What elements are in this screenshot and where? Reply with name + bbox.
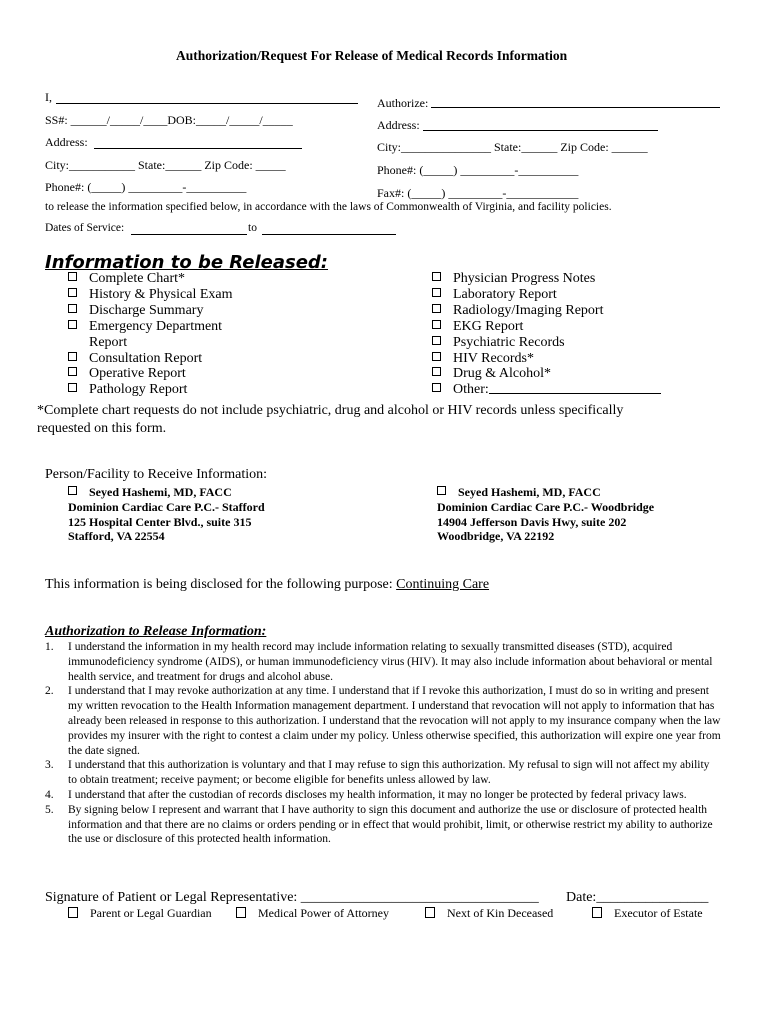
checkbox-icon xyxy=(432,383,441,392)
checkbox-drug-alcohol[interactable]: Drug & Alcohol* xyxy=(432,366,661,382)
auth-items-list xyxy=(45,640,721,847)
checkbox-icon xyxy=(68,383,77,392)
dates-from-field[interactable] xyxy=(131,234,247,235)
checkbox-icon xyxy=(425,907,435,918)
patient-city-state-zip-field[interactable]: City:___________ State:______ Zip Code: _____ xyxy=(45,158,286,172)
authorize-address-field[interactable] xyxy=(423,130,658,131)
dates-of-service-label: Dates of Service: xyxy=(45,222,125,234)
checkbox-icon xyxy=(236,907,246,918)
authorize-name-field[interactable] xyxy=(431,107,720,108)
checkbox-emergency-department[interactable]: Emergency Department xyxy=(68,319,233,335)
patient-name-field[interactable] xyxy=(56,103,358,104)
auth-item: 3. I understand that this authorization is voluntary and that I may refuse to sign this authorization. My refusal to sign will not affect my ability to obtain treatment; receive payment; or become eligible for benefits unless allowed by law. xyxy=(45,759,710,787)
checkbox-psychiatric-records[interactable]: Psychiatric Records xyxy=(432,335,661,351)
authorize-fax-field[interactable]: Fax#: (_____) _________-____________ xyxy=(377,186,579,200)
checkbox-icon xyxy=(432,336,441,345)
checkbox-radiology-imaging[interactable]: Radiology/Imaging Report xyxy=(432,303,661,319)
checkbox-icon xyxy=(432,288,441,297)
checkbox-icon xyxy=(432,367,441,376)
release-statement: to release the information specified below, in accordance with the laws of Commonwealth of Virginia, and facility policies. xyxy=(45,201,612,213)
checkbox-ekg-report[interactable]: EKG Report xyxy=(432,319,661,335)
other-field[interactable] xyxy=(489,382,661,394)
checkbox-laboratory-report[interactable]: Laboratory Report xyxy=(432,287,661,303)
checkbox-icon xyxy=(68,320,77,329)
patient-phone-field[interactable]: Phone#: (_____) _________-__________ xyxy=(45,180,247,194)
checkbox-icon xyxy=(432,352,441,361)
auth-item: 1. I understand the information in my health record may include information relating to sexually transmitted diseases (STD), acquired immunodeficiency syndrome (AIDS), or human immunodeficiency virus (HIV). It may also include information about behavioral or mental health service, and treatment for drugs and alcohol abuse. xyxy=(45,641,713,683)
receiver-stafford-city: Stafford, VA 22554 xyxy=(68,529,165,544)
receiver-woodbridge-practice: Dominion Cardiac Care P.C.- Woodbridge xyxy=(437,499,655,514)
patient-address-field[interactable] xyxy=(94,148,302,149)
checkbox-complete-chart[interactable]: Complete Chart* xyxy=(68,271,233,287)
authorize-phone-field[interactable]: Phone#: (_____) _________-__________ xyxy=(377,163,579,177)
signature-field[interactable]: Signature of Patient or Legal Representative: __________________________________ xyxy=(45,890,539,905)
checkbox-icon xyxy=(432,304,441,313)
dates-to-field[interactable] xyxy=(262,234,396,235)
checkbox-consultation-report[interactable]: Consultation Report xyxy=(68,351,233,367)
info-left-list xyxy=(68,271,233,398)
auth-heading: Authorization to Release Information: xyxy=(45,624,267,639)
auth-item: 4. I understand that after the custodian of records discloses my health information, it may no longer be protected by federal privacy laws. xyxy=(45,788,687,801)
patient-name-label: I, xyxy=(45,90,52,104)
receiver-stafford-practice: Dominion Cardiac Care P.C.- Stafford xyxy=(68,499,265,514)
checkbox-hiv-records[interactable]: HIV Records* xyxy=(432,351,661,367)
checkbox-physician-progress-notes[interactable]: Physician Progress Notes xyxy=(432,271,661,287)
checkbox-discharge-summary[interactable]: Discharge Summary xyxy=(68,303,233,319)
receiver-stafford-street: 125 Hospital Center Blvd., suite 315 xyxy=(68,514,252,529)
checkbox-icon xyxy=(432,320,441,329)
checkbox-pathology-report[interactable]: Pathology Report xyxy=(68,382,233,398)
receiver-woodbridge-option[interactable] xyxy=(437,485,654,544)
dates-to-label: to xyxy=(248,222,257,234)
checkbox-icon xyxy=(432,272,441,281)
receiver-stafford-option[interactable] xyxy=(68,485,265,544)
receiver-stafford-doctor: Seyed Hashemi, MD, FACC xyxy=(89,485,232,499)
auth-item: 5. By signing below I represent and warrant that I have authority to sign this document and authorize the use or disclosure of protected health information and that there are no claims or orders pending or in effect that would prohibit, limit, or otherwise restrict my ability to authorize the use or disclosure of this protected health information. xyxy=(45,803,713,846)
rep-option-next-of-kin[interactable]: Next of Kin Deceased xyxy=(425,906,553,921)
signature-date-field[interactable]: Date:________________ xyxy=(566,890,709,905)
checkbox-icon xyxy=(68,272,77,281)
purpose-label: This information is being disclosed for the following purpose: xyxy=(45,577,397,592)
chart-note-line2: requested on this form. xyxy=(37,421,167,436)
document-title: Authorization/Request For Release of Medical Records Information xyxy=(176,48,568,63)
checkbox-operative-report[interactable]: Operative Report xyxy=(68,366,233,382)
authorize-address-label: Address: xyxy=(377,118,420,132)
checkbox-icon xyxy=(68,367,77,376)
emergency-department-continuation: Report xyxy=(89,334,128,350)
checkbox-icon xyxy=(592,907,602,918)
receiver-woodbridge-doctor: Seyed Hashemi, MD, FACC xyxy=(458,485,601,499)
receiver-woodbridge-street: 14904 Jefferson Davis Hwy, suite 202 xyxy=(437,514,627,529)
receiver-label: Person/Facility to Receive Information: xyxy=(45,467,268,482)
receiver-woodbridge-city: Woodbridge, VA 22192 xyxy=(437,529,555,544)
rep-option-parent[interactable]: Parent or Legal Guardian xyxy=(68,906,212,921)
chart-note-line1: *Complete chart requests do not include psychiatric, drug and alcohol or HIV records unless specifically xyxy=(37,403,624,418)
purpose-value: Continuing Care xyxy=(396,577,490,592)
checkbox-icon xyxy=(437,486,446,495)
rep-option-medical-poa[interactable]: Medical Power of Attorney xyxy=(236,906,389,921)
authorize-label: Authorize: xyxy=(377,96,429,110)
checkbox-icon xyxy=(68,288,77,297)
auth-item: 2. I understand that I may revoke authorization at any time. I understand that if I revoke this authorization, I must do so in writing and present my written revocation to the Health Information management department. I understand that revocation will not apply to information that has already been released in response to this authorization. I understand that the revocation will not apply to my insurance company when the law provides my insurer with the right to contest a claim under my policy. Unless otherwise specified, this authorization will expire one year from the date signed. xyxy=(45,685,721,757)
authorize-city-state-zip-field[interactable]: City:_______________ State:______ Zip Code: ______ xyxy=(377,140,648,154)
rep-option-executor[interactable]: Executor of Estate xyxy=(592,906,703,921)
checkbox-other[interactable]: Other: xyxy=(432,382,661,398)
patient-address-label: Address: xyxy=(45,135,88,149)
checkbox-history-physical[interactable]: History & Physical Exam xyxy=(68,287,233,303)
checkbox-icon xyxy=(68,352,77,361)
ss-dob-field[interactable]: SS#: ______/_____/____DOB:_____/_____/_____ xyxy=(45,113,293,127)
checkbox-icon xyxy=(68,907,78,918)
purpose-line xyxy=(45,577,489,593)
info-right-list xyxy=(432,271,661,398)
checkbox-icon xyxy=(68,486,77,495)
info-heading: Information to be Released: xyxy=(45,252,329,273)
checkbox-icon xyxy=(68,304,77,313)
